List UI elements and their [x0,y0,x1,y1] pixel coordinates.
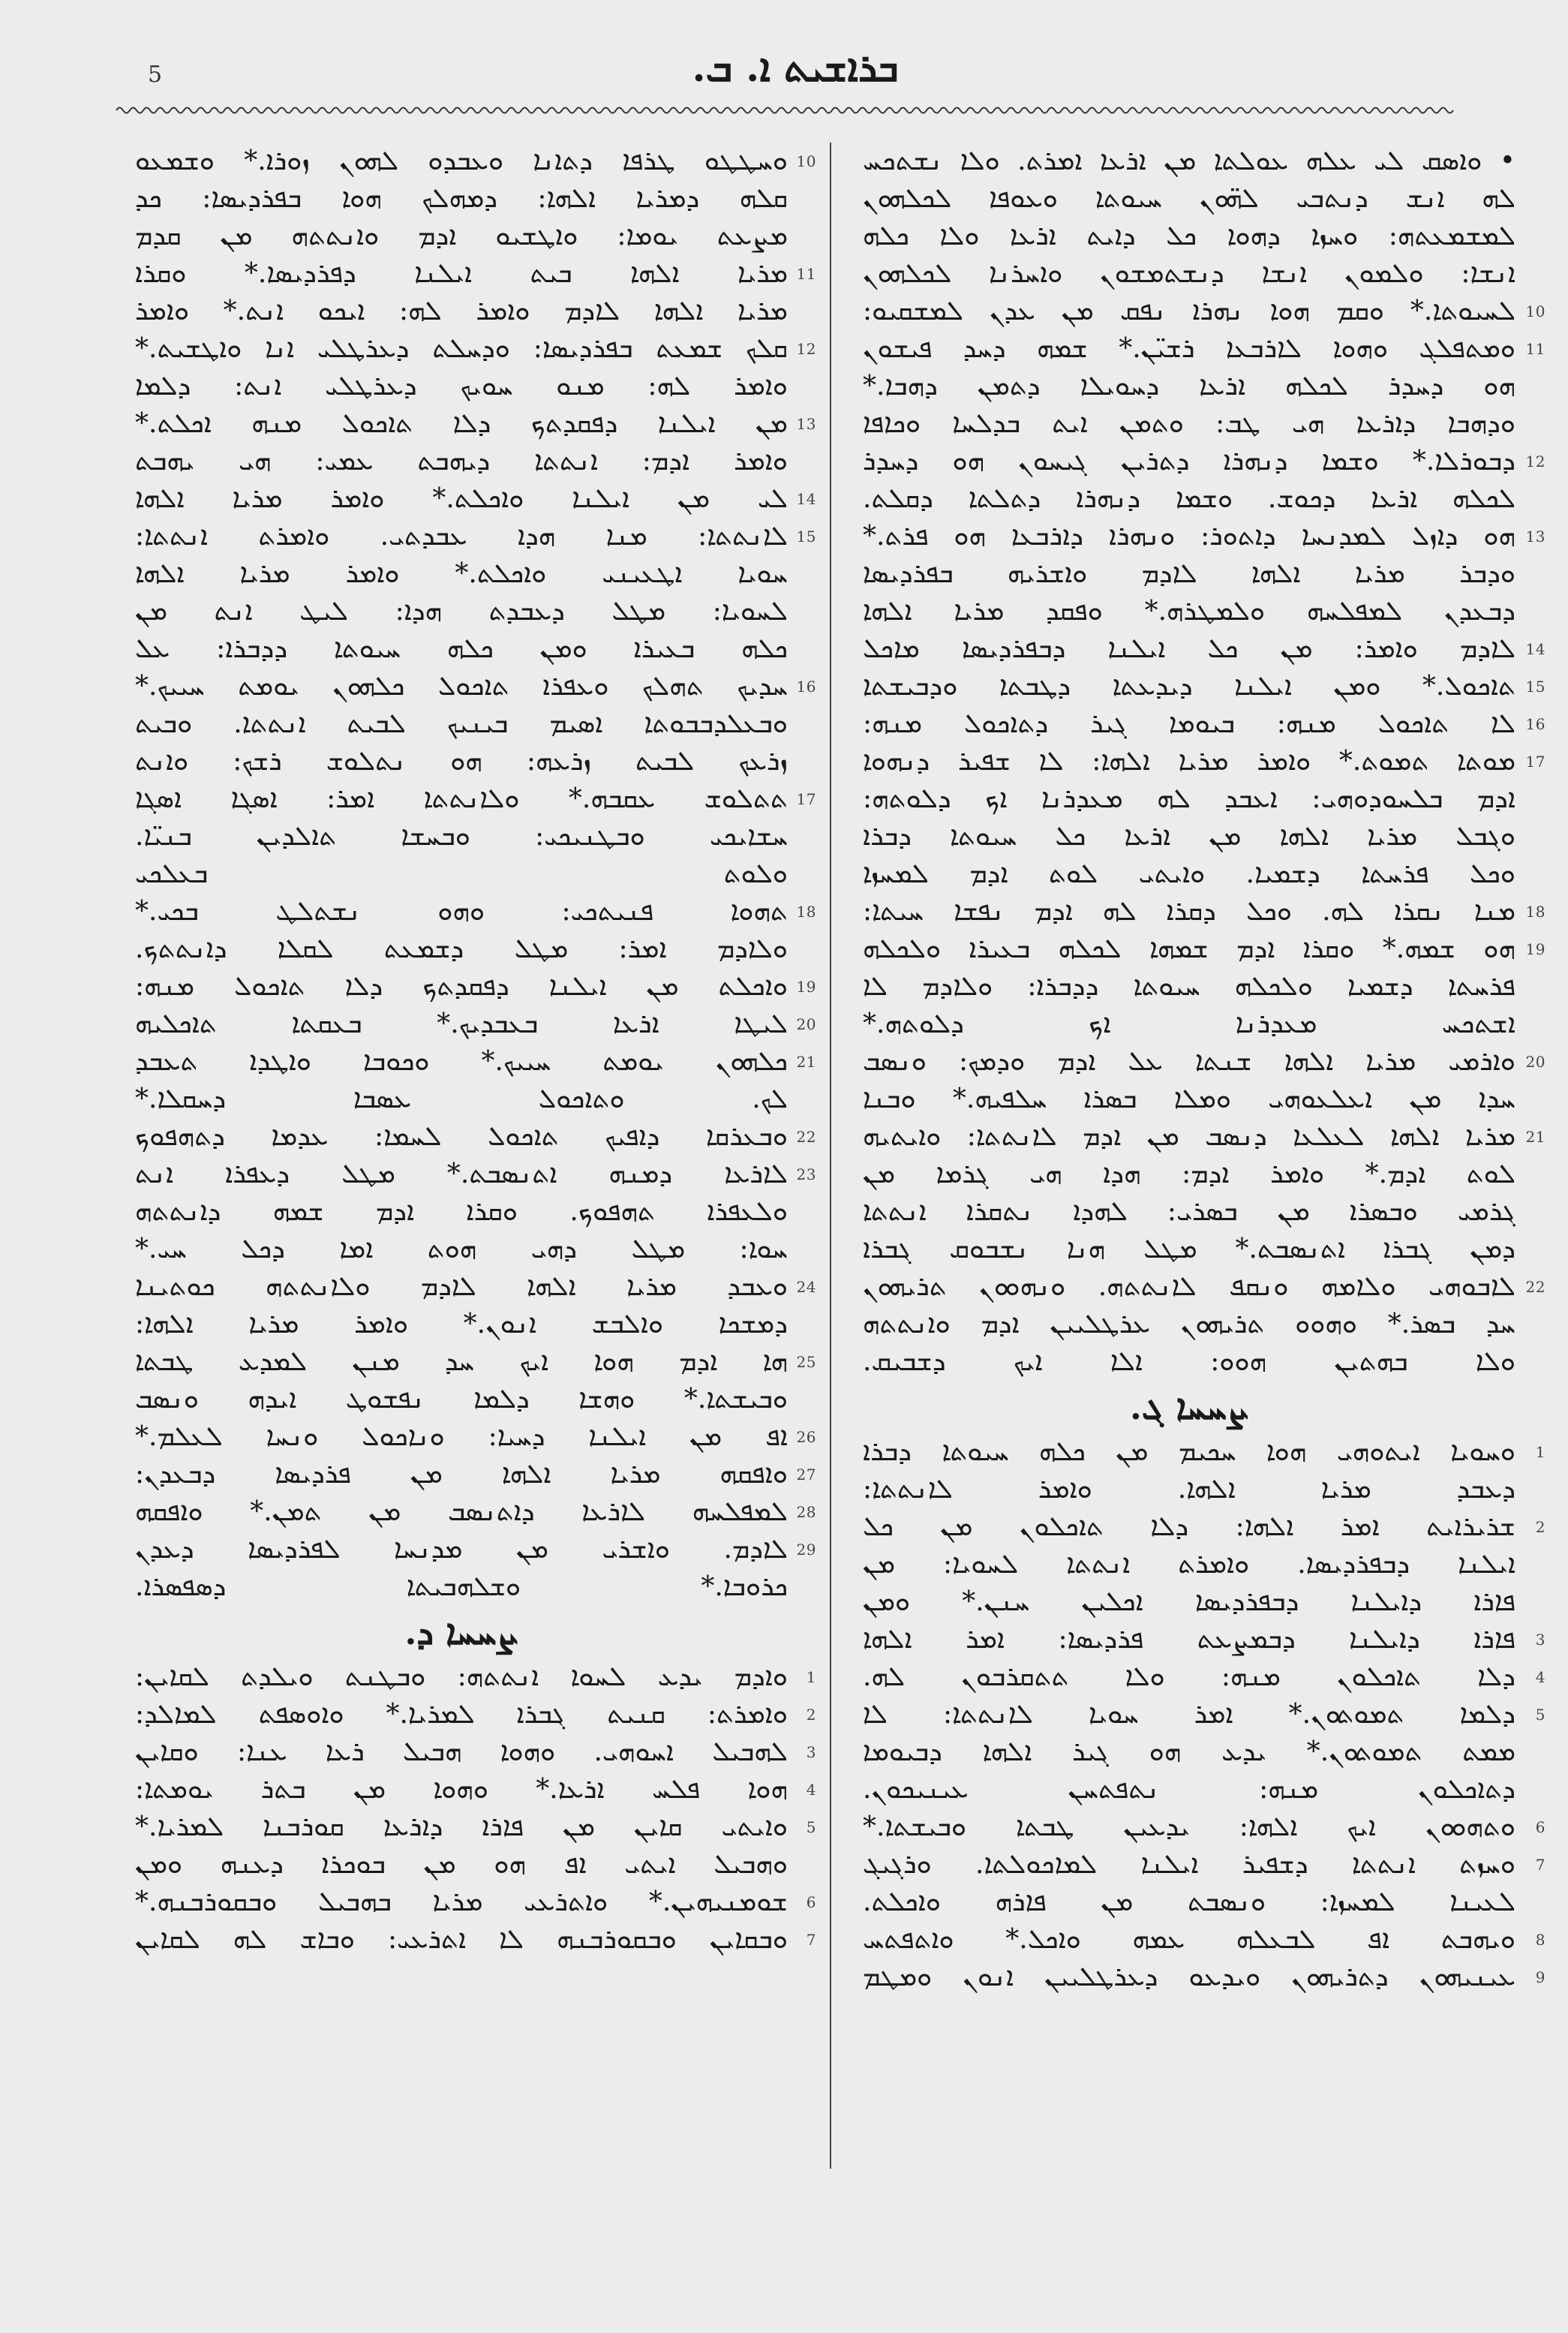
text-line [863,293,1545,330]
line-text: ܡܢܐ ܢܩܪܐ ܠܗ. ܘܟܠ ܕܩܪܐ ܠܗ ܐܕܡ ܢܦܫܐ ܚܝܬܐ: [863,896,1515,927]
line-text: ܗܘ ܕܚܕܪ ܠܟܠܗ ܐܪܥܐ ܕܚܘܝܠܐ ܕܬܡܢ ܕܗܒܐ.* [863,371,1515,401]
line-text: ܩܠܟ ܫܡܥܬ ܒܦܪܕܝܣܐ: ܘܕܚܠܬ ܕܥܪܛܠܝ ܐܢܐ ܘܐܛܫܝܬ.* [135,333,788,364]
line-text: ܘܒܝܫܬܐ.* ܘܗܫܐ ܕܠܡܐ ܢܦܫܘܛ ܐܝܕܗ ܘܢܣܒ [135,1384,788,1415]
line-text: ܘܐܟܠܬ ܡܢ ܐܝܠܢܐ ܕܦܩܕܬܟ ܕܠܐ ܬܐܟܘܠ ܡܢܗ: [135,971,788,1002]
verse-number: 6 [1535,1818,1545,1836]
text-line [863,330,1545,368]
text-line [863,1884,1515,1921]
text-line [863,368,1515,405]
verse-number: 21 [796,1053,816,1071]
line-text: ܫܘܡܢܝܗܝܢ.* ܘܐܬܪܥܝ ܡܪܝܐ ܒܗܒܝܠ ܘܒܩܘܪܒܢܗ.* [135,1887,788,1917]
verse-number: 7 [1535,1856,1545,1874]
verse-number: 17 [796,790,816,808]
text-line [863,1231,1515,1268]
line-text: ܘܒܥܪܩܐ ܕܐܦܝܟ ܬܐܟܘܠ ܠܚܡܐ: ܥܕܡܐ ܕܬܗܦܘܟ [135,1121,788,1152]
line-text: ܠܗ ܐܢܫ ܕܢܬܒܝ ܠܗ̈ܘܢ ܚܝܘܬܐ ܘܥܘܦܐ ܠܟܠܗܘܢ [863,183,1515,214]
line-text: ܘܗܒܝܠ ܐܝܬܝ ܐܦ ܗܘ ܡܢ ܒܘܟܪܐ ܕܥܢܗ ܘܡܢ [135,1849,788,1880]
line-text: ܚܕܝܟ ܬܗܠܟ ܘܥܦܪܐ ܬܐܟܘܠ ܟܠܗܘܢ ܝܘܡܬ ܚܝܝܟ.* [135,671,788,702]
text-line [135,1193,788,1231]
text-line [135,1306,788,1343]
verse-number: 8 [1535,1931,1545,1949]
line-text: ܟܪܘܒܐ.* ܘܫܠܗܒܝܬܐ ܕܣܦܣܪܐ. [135,1571,788,1602]
column-divider [830,143,831,2169]
page-number: 5 [148,62,163,88]
verse-number: 4 [806,1781,816,1799]
line-text: ܠܡܫܡܥܬܗ: ܘܚܙܐ ܕܗܘܐ ܟܠ ܕܐܝܬ ܐܪܥܐ ܘܠܐ ܟܠܗ [863,221,1515,251]
text-line [135,780,816,818]
line-text: ܘܚܙܬ ܐܢܬܬܐ ܕܫܦܝܪ ܐܝܠܢܐ ܠܡܐܟܘܠܬܐ. ܘܪܓܝܓ [863,1849,1515,1880]
text-line [863,1921,1545,1959]
line-text: ܠܚܘܝܐ: ܡܛܠ ܕܥܒܕܬ ܗܕܐ: ܠܝܛ ܐܢܬ ܡܢ [135,596,788,627]
text-line [863,705,1545,743]
line-text: ܘܓܒܠ ܡܪܝܐ ܐܠܗܐ ܡܢ ܐܪܥܐ ܟܠ ܚܝܘܬܐ ܕܒܪܐ [863,821,1515,852]
line-text: ܠܐ ܬܐܟܘܠ ܡܢܗ: ܒܝܘܡܐ ܓܝܪ ܕܬܐܟܘܠ ܡܢܗ: [863,708,1515,739]
verse-number: 12 [1525,452,1545,471]
text-line [863,968,1515,1006]
line-text: ܘܕܗܒܐ ܕܐܪܥܐ ܗܝ ܛܒ: ܘܬܡܢ ܐܝܬ ܒܕܠܚܐ ܘܟܐܦܐ [863,408,1515,439]
verse-number: 1 [806,1668,816,1686]
line-text: ܐܝܠܢܐ ܕܒܦܪܕܝܣܐ. ܘܐܡܪܬ ܐܢܬܬܐ ܠܚܘܝܐ: ܡܢ [863,1549,1515,1580]
text-line [135,1418,816,1456]
line-text: ܘܚܘܝܐ ܐܝܬܘܗܝ ܗܘܐ ܚܟܝܡ ܡܢ ܟܠܗ ܚܝܘܬܐ ܕܒܪܐ [863,1436,1515,1467]
line-text: ܫܪܝܪܐܝܬ ܐܡܪ ܐܠܗܐ: ܕܠܐ ܬܐܟܠܘܢ ܡܢ ܟܠ [863,1511,1515,1542]
line-text: ܩܠܗ ܕܡܪܝܐ ܐܠܗܐ: ܕܡܗܠܟ ܗܘܐ ܒܦܪܕܝܣܐ: ܟܕ [135,183,788,214]
line-text: ܦܐܪܐ ܕܐܝܠܢܐ ܕܒܡܨܥܬ ܦܪܕܝܣܐ: ܐܡܪ ܐܠܗܐ [863,1624,1515,1655]
text-line [863,780,1515,818]
line-text: ܬܗܘܐ ܦܢܝܬܟܝ: ܘܗܘ ܢܫܬܠܛ ܒܟܝ.* [135,896,788,927]
text-line [135,443,788,480]
line-text: ܥܝܢܝܗܘܢ ܕܬܪܝܗܘܢ ܘܝܕܥܘ ܕܥܪܛܠܝܝܢ ܐܢܘܢ ܘܡܛܡ [863,1962,1515,1992]
line-text: ܦܪܚܬܐ ܕܫܡܝܐ ܘܠܟܠܗ ܚܝܘܬܐ ܕܕܒܪܐ: ܘܠܐܕܡ ܠܐ [863,971,1515,1002]
verse-number: 21 [1525,1128,1545,1146]
text-line [863,930,1545,968]
text-line [135,1156,816,1193]
text-line [135,630,788,668]
line-text: ܠܐܕܡ ܘܐܡܪ: ܡܢ ܟܠ ܐܝܠܢܐ ܕܒܦܪܕܝܣܐ ܡܐܟܠ [863,633,1515,664]
text-line [135,1493,816,1531]
line-text: ܘܐܪܡܝ ܡܪܝܐ ܐܠܗܐ ܫܢܬܐ ܥܠ ܐܕܡ ܘܕܡܟ: ܘܢܣܒ [863,1046,1515,1077]
line-text: ܠܟܠܗ ܐܪܥܐ ܕܟܘܫ. ܘܫܡܐ ܕܢܗܪܐ ܕܬܠܬܐ ܕܩܠܬ. [863,483,1515,514]
text-line [863,518,1545,555]
line-text: ܟܠܗܘܢ ܝܘܡܬ ܚܝܝܟ.* ܘܟܘܒܐ ܘܐܛܕܐ ܬܥܒܕ [135,1046,788,1077]
line-text: ܘܟܠ ܦܪܚܬܐ ܕܫܡܝܐ. ܘܐܝܬܝ ܠܘܬ ܐܕܡ ܠܡܚܙܐ [863,858,1515,889]
line-text: ܐܦ ܡܢ ܐܝܠܢܐ ܕܚܝܐ: ܘܢܐܟܘܠ ܘܢܚܐ ܠܥܠܡ.* [135,1421,788,1452]
verse-number: 14 [796,490,816,508]
text-line [863,443,1545,480]
line-text: ܬܐܟܘܠ.* ܘܡܢ ܐܝܠܢܐ ܕܝܕܥܬܐ ܕܛܒܬܐ ܘܕܒܝܫܬܐ [863,671,1515,702]
text-line [135,330,816,368]
text-line [135,1456,816,1493]
line-text: ܟܠܗ ܒܥܝܪܐ ܘܡܢ ܟܠܗ ܚܝܘܬܐ ܕܕܒܪܐ: ܥܠ [135,633,788,664]
line-text: ܘܒܩܐܝܢ ܘܒܩܘܪܒܢܗ ܠܐ ܐܬܪܥܝ: ܘܒܐܫ ܠܗ ܠܩܐܝܢ [135,1924,788,1955]
line-text: ܠܗܒܝܠ ܐܚܘܗܝ. ܘܗܘܐ ܗܒܝܠ ܪܥܐ ܥܢܐ: ܘܩܐܝܢ [135,1736,788,1767]
verse-number: 7 [806,1931,816,1949]
verse-number: 17 [1525,753,1545,771]
line-text: ܬܬܠܘܫ ܥܩܒܗ.* ܘܠܐܢܬܬܐ ܐܡܪ: ܐܣܓܐ ܐܣܓܐ [135,783,788,814]
verse-number: 24 [796,1278,816,1296]
line-text: ܡܨܥܬ ܝܘܡܐ: ܘܐܛܫܝܘ ܐܕܡ ܘܐܢܬܬܗ ܡܢ ܩܕܡ [135,221,788,251]
line-text: ܠܡܦܠܚܗ ܠܐܪܥܐ ܕܐܬܢܣܒ ܡܢ ܬܡܢ.* ܘܐܦܩܗ [135,1496,788,1527]
text-line [135,1081,788,1118]
text-line [863,1733,1515,1771]
text-line [863,743,1545,780]
verse-number: 4 [1535,1668,1545,1686]
text-line [863,1306,1515,1343]
verse-number: 15 [1525,678,1545,696]
line-text: ܚܕ ܒܣܪ.* ܘܗܘܘ ܬܪܝܗܘܢ ܥܪܛܠܝܝܢ ܐܕܡ ܘܐܢܬܬܗ [863,1309,1515,1339]
line-text: ܓܪܡܝ ܘܒܣܪܐ ܡܢ ܒܣܪܝ: ܠܗܕܐ ܢܬܩܪܐ ܐܢܬܬܐ [863,1196,1515,1227]
verse-number: 10 [796,152,816,170]
line-text: ܡܡܬ ܬܡܘܬܘܢ.* ܝܕܥ ܗܘ ܓܝܪ ܐܠܗܐ ܕܒܝܘܡܐ [863,1736,1515,1767]
text-line [135,1568,788,1606]
line-text: ܙܪܥܟ ܠܒܝܬ ܙܪܥܗ: ܗܘ ܢܬܠܘܫ ܪܫܟ: ܘܐܢܬ [135,746,788,777]
verse-number: 18 [796,903,816,921]
verse-number: 27 [796,1466,816,1484]
text-line [863,1193,1515,1231]
text-line [863,818,1515,855]
verse-number: 11 [1525,340,1545,358]
verse-number: 16 [796,678,816,696]
line-text: ܠܐܢܬܬܐ: ܡܢܐ ܗܕܐ ܥܒܕܬܝ. ܘܐܡܪܬ ܐܢܬܬܐ: [135,521,788,552]
text-line [135,705,788,743]
text-line [135,1381,788,1418]
text-line [135,1921,816,1959]
verse-number: 20 [1525,1053,1545,1071]
line-text: ܐܫܬܟܚ ܡܥܕܪܢܐ ܐܟ ܕܠܘܬܗ.* [863,1009,1515,1039]
text-line [135,743,788,780]
text-line [135,1658,816,1696]
text-line [863,593,1515,630]
line-text: ܠܐܪܥܐ ܕܡܢܗ ܐܬܢܣܒܬ.* ܡܛܠ ܕܥܦܪܐ ܐܢܬ [135,1159,788,1189]
text-line [863,143,1515,180]
text-line [863,1546,1515,1583]
text-line [863,1508,1545,1546]
text-line [863,1156,1515,1193]
text-line [863,1118,1545,1156]
line-text: ܗܐ ܐܕܡ ܗܘܐ ܐܝܟ ܚܕ ܡܢܢ ܠܡܕܥ ܛܒܬܐ [135,1346,788,1377]
text-line [863,1006,1515,1043]
text-line [863,180,1515,218]
text-line [135,218,788,255]
text-line [863,1471,1515,1508]
text-line [135,855,788,893]
text-line [135,818,788,855]
verse-number: 1 [1535,1443,1545,1461]
line-text: ܚܕܐ ܡܢ ܐܥܠܥܘܗܝ ܘܡܠܐ ܒܣܪܐ ܚܠܦܝܗ.* ܘܒܢܐ [863,1084,1515,1114]
text-line [135,1771,816,1808]
verse-number: 18 [1525,903,1545,921]
line-text: ܘܡܬܦܠܓ ܘܗܘܐ ܠܐܪܒܥܐ ܪܫܝ̈ܢ.* ܫܡܗ ܕܚܕ ܦܝܫܘܢ [863,333,1515,364]
text-line [863,1771,1515,1808]
line-text: ܗܘ ܕܐܙܠ ܠܡܕܢܚܐ ܕܐܬܘܪ: ܘܢܗܪܐ ܕܐܪܒܥܐ ܗܘ ܦܪܬ.* [863,521,1515,552]
text-line [135,368,788,405]
verse-number: 5 [806,1818,816,1836]
text-line [135,293,788,330]
text-line [135,593,788,630]
text-line [135,1043,816,1081]
text-line [135,930,788,968]
line-text: ܘܠܐ ܒܗܬܝܢ ܗܘܘ: ܐܠܐ ܐܝܟ ܕܫܒܝܩ. [863,1346,1515,1377]
text-line [863,555,1515,593]
verse-number: 29 [796,1541,816,1559]
verse-number: 13 [796,415,816,433]
line-text: ܕܡܫܟܐ ܘܐܠܒܫ ܐܢܘܢ.* ܘܐܡܪ ܡܪܝܐ ܐܠܗܐ: [135,1309,788,1339]
line-text: ܘܕܒܪ ܡܪܝܐ ܐܠܗܐ ܠܐܕܡ ܘܐܫܪܝܗ ܒܦܪܕܝܣܐ [863,558,1515,589]
text-line [135,668,816,705]
line-text: ܡܪܝܐ ܐܠܗܐ ܠܐܕܡ ܘܐܡܪ ܠܗ: ܐܝܟܘ ܐܢܬ.* ܘܐܡܪ [135,296,788,326]
text-line [135,1733,816,1771]
line-text: ܡܪܝܐ ܐܠܗܐ ܒܝܬ ܐܝܠܢܐ ܕܦܪܕܝܣܐ.* ܘܩܪܐ [135,258,788,289]
line-text: ܘܐܝܬܝ ܩܐܝܢ ܡܢ ܦܐܪܐ ܕܐܪܥܐ ܩܘܪܒܢܐ ܠܡܪܝܐ.* [135,1811,788,1842]
text-line [135,480,816,518]
text-line [135,405,816,443]
line-text: ܘܐܡܪܬ: ܩܢܝܬ ܓܒܪܐ ܠܡܪܝܐ.* ܘܐܘܣܦܬ ܠܡܐܠܕ: [135,1699,788,1730]
verse-number: 5 [1535,1706,1545,1724]
text-line [135,143,816,180]
chapter-heading: ܨܚܚܐ ܕ. [404,1612,518,1652]
verse-number: 3 [1535,1631,1545,1649]
line-text: ܕܠܐ ܬܐܟܠܘܢ ܡܢܗ: ܘܠܐ ܬܬܩܪܒܘܢ ܠܗ. [863,1661,1515,1692]
line-text: ܘܚܛܛܘ ܛܪܦܐ ܕܬܐܢܐ ܘܥܒܕܘ ܠܗܘܢ ܙܘܪܐ.* ܘܫܡܥܘ [135,146,788,176]
line-text: ܠܟ. ܘܬܐܟܘܠ ܥܣܒܐ ܕܚܩܠܐ.* [135,1084,788,1114]
verse-number: 2 [1535,1518,1545,1536]
text-line [135,518,816,555]
line-text: ܠܐܕܡ. ܘܐܫܪܝ ܡܢ ܡܕܢܚܐ ܠܦܪܕܝܣܐ ܕܥܕܢ [135,1534,788,1565]
text-line [863,1696,1545,1733]
line-text: ܘܐܕܡ ܝܕܥ ܠܚܘܐ ܐܢܬܬܗ: ܘܒܛܢܬ ܘܝܠܕܬ ܠܩܐܝܢ: [135,1661,788,1692]
verse-number: 19 [796,978,816,996]
line-text: ܕܡܢ ܓܒܪܐ ܐܬܢܣܒܬ.* ܡܛܠ ܗܢܐ ܢܫܒܘܩ ܓܒܪܐ [863,1234,1515,1264]
text-line [863,1433,1545,1471]
text-line [135,1231,788,1268]
text-line [135,1343,816,1381]
line-text: ܘܠܥܦܪܐ ܬܗܦܘܟ. ܘܩܪܐ ܐܕܡ ܫܡܗ ܕܐܢܬܬܗ [135,1196,788,1227]
text-line [863,1343,1515,1381]
line-text: ܐܢܫܐ: ܘܠܡܘܢ ܐܢܫܐ ܕܢܫܬܡܫܘܢ ܘܐܚܪܢܐ ܠܟܠܗܘܢ [863,258,1515,289]
verse-number: 14 [1525,640,1545,658]
text-line [135,1118,816,1156]
text-line [135,1006,816,1043]
verse-number: 25 [796,1353,816,1371]
line-text: ܗܘܐ ܦܠܚ ܐܪܥܐ.* ܘܗܘܐ ܡܢ ܒܬܪ ܝܘܡܬܐ: [135,1774,788,1805]
text-line [863,1658,1545,1696]
line-text: ܕܬܐܟܠܘܢ ܡܢܗ: ܢܬܦܬܚܢ ܥܝܢܝܟܘܢ. [863,1774,1515,1805]
verse-number: 2 [806,1706,816,1724]
verse-number: 10 [1525,302,1545,320]
chapter-heading: ܨܚܚܐ ܓ. [1129,1387,1249,1427]
line-text: ܕܥܒܕ ܡܪܝܐ ܐܠܗܐ. ܘܐܡܪ ܠܐܢܬܬܐ: [863,1474,1515,1505]
line-text: ܘܐܡܪ ܠܗ: ܡܢܘ ܚܘܝܟ ܕܥܪܛܠܝ ܐܢܬ: ܕܠܡܐ [135,371,788,401]
line-text: ܘܠܘܬ ܒܥܠܟܝ [135,858,788,889]
line-text: ܠܝ ܡܢ ܐܝܠܢܐ ܘܐܟܠܬ.* ܘܐܡܪ ܡܪܝܐ ܐܠܗܐ [135,483,788,514]
verse-number: 11 [796,265,816,283]
line-text: ܘܝܗܒܬ ܐܦ ܠܒܥܠܗ ܥܡܗ ܘܐܟܠ.* ܘܐܬܦܬܚ [863,1924,1515,1955]
line-text: ܠܐܒܘܗܝ ܘܠܐܡܗ ܘܢܩܦ ܠܐܢܬܬܗ. ܘܢܗܘܘܢ ܬܪܝܗܘܢ [863,1271,1515,1302]
text-line [863,1959,1545,1996]
text-line [135,1846,788,1884]
text-line [863,1268,1545,1306]
text-line [863,855,1515,893]
running-head: ܒܪܐܫܝܬ ܐ. ܒ. [692,45,899,91]
text-line [863,405,1515,443]
line-text: ܐܕܡ ܒܠܚܘܕܘܗܝ: ܐܥܒܕ ܠܗ ܡܥܕܪܢܐ ܐܟ ܕܠܘܬܗ: [863,783,1515,814]
line-text: ܠܝܛܐ ܐܪܥܐ ܒܥܒܕܝܟ.* ܒܥܩܬܐ ܬܐܟܠܝܗ [135,1009,788,1039]
text-line [863,1621,1545,1658]
text-line [863,1081,1515,1118]
right-column [863,143,1545,1996]
verse-number: 9 [1535,1968,1545,1986]
line-text: ܠܘܬ ܐܕܡ.* ܘܐܡܪ ܐܕܡ: ܗܕܐ ܗܝ ܓܪܡܐ ܡܢ [863,1159,1515,1189]
line-text: ܡܪܝܐ ܐܠܗܐ ܠܥܠܥܐ ܕܢܣܒ ܡܢ ܐܕܡ ܠܐܢܬܬܐ: ܘܐܝܬܝܗ [863,1121,1515,1152]
line-text: ܚܘܝܐ ܐܛܥܝܢܝ ܘܐܟܠܬ.* ܘܐܡܪ ܡܪܝܐ ܐܠܗܐ [135,558,788,589]
line-text: ܕܒܘܪܠܐ.* ܘܫܡܐ ܕܢܗܪܐ ܕܬܪܝܢ ܓܝܚܘܢ ܗܘ ܕܚܕܪ [863,446,1515,477]
text-line [135,1531,816,1568]
text-line [135,555,788,593]
text-line [135,1884,816,1921]
verse-number: 12 [796,340,816,358]
text-line [135,180,788,218]
line-text: ܠܥܝܢܐ ܠܡܚܙܐ: ܘܢܣܒܬ ܡܢ ܦܐܪܗ ܘܐܟܠܬ. [863,1887,1515,1917]
text-line [863,630,1545,668]
line-text: ܡܢ ܐܝܠܢܐ ܕܦܩܕܬܟ ܕܠܐ ܬܐܟܘܠ ܡܢܗ ܐܟܠܬ.* [135,408,788,439]
text-line [863,480,1515,518]
line-text: ܘܐܡܪ ܐܕܡ: ܐܢܬܬܐ ܕܝܗܒܬ ܥܡܝ: ܗܝ ܝܗܒܬ [135,446,788,477]
text-line [863,255,1515,293]
verse-number: 28 [796,1503,816,1521]
line-text: ܕܠܡܐ ܬܡܘܬܘܢ.* ܐܡܪ ܚܘܝܐ ܠܐܢܬܬܐ: ܠܐ [863,1699,1515,1730]
line-text: ܘܥܒܕ ܡܪܝܐ ܐܠܗܐ ܠܐܕܡ ܘܠܐܢܬܬܗ ܟܘܬܝܢܐ [135,1271,788,1302]
verse-number: 26 [796,1428,816,1446]
verse-number: 22 [796,1128,816,1146]
text-line [135,968,816,1006]
verse-number: 15 [796,528,816,546]
verse-number: 19 [1525,940,1545,958]
line-text: ܘܐܦܩܗ ܡܪܝܐ ܐܠܗܐ ܡܢ ܦܪܕܝܣܐ ܕܒܥܕܢ: [135,1459,788,1490]
text-line [135,255,816,293]
verse-number: 20 [796,1015,816,1033]
text-line [863,668,1545,705]
text-line [135,1696,816,1733]
line-text: ܕܒܥܕܢ ܠܡܦܠܚܗ ܘܠܡܛܪܗ.* ܘܦܩܕ ܡܪܝܐ ܐܠܗܐ [863,596,1515,627]
text-line [863,1043,1545,1081]
line-text: ܘܬܗܘܘܢ ܐܝܟ ܐܠܗܐ: ܝܕܥܝܢ ܛܒܬܐ ܘܒܝܫܬܐ.* [863,1811,1515,1842]
verse-number: 22 [1525,1278,1545,1296]
line-text: ܠܚܝܘܬܐ.* ܘܩܡ ܗܘܐ ܢܗܪܐ ܢܦܩ ܡܢ ܥܕܢ ܠܡܫܩܝܘ: [863,296,1515,326]
verse-number: 23 [796,1165,816,1183]
line-text: ܦܐܪܐ ܕܐܝܠܢܐ ܕܒܦܪܕܝܣܐ ܐܟܠܝܢ ܚܢܢ.* ܘܡܢ [863,1586,1515,1617]
verse-number: 3 [806,1743,816,1761]
verse-number: 16 [1525,715,1545,733]
line-text: ܡܘܬܐ ܬܡܘܬ.* ܘܐܡܪ ܡܪܝܐ ܐܠܗܐ: ܠܐ ܫܦܝܪ ܕܢܗܘܐ [863,746,1515,777]
left-column [135,143,816,1959]
line-text: ܚܫܐܝܟܝ ܘܒܛܢܝܟܝ: ܘܒܚܫܐ ܬܐܠܕܝܢ ܒܢܝ̈ܐ. [135,821,788,852]
verse-number: 13 [1525,528,1545,546]
line-text: ܘܠܐܕܡ ܐܡܪ: ܡܛܠ ܕܫܡܥܬ ܠܩܠܐ ܕܐܢܬܬܟ. [135,934,788,964]
text-line [863,893,1545,930]
verse-number: 6 [806,1893,816,1911]
ornamental-wave-rule [116,104,1452,117]
text-line [135,1808,816,1846]
line-text: ܘܒܥܠܕܒܒܘܬܐ ܐܣܝܡ ܒܝܢܝܟ ܠܒܝܬ ܐܢܬܬܐ. ܘܒܝܬ [135,708,788,739]
text-line [863,1808,1545,1846]
text-line [135,893,816,930]
text-line [863,218,1515,255]
text-line [863,1583,1515,1621]
line-text: ܚܘܐ: ܡܛܠ ܕܗܝ ܗܘܬ ܐܡܐ ܕܟܠ ܚܝ.* [135,1234,788,1264]
line-text: ܗܘ ܫܡܗ.* ܘܩܪܐ ܐܕܡ ܫܡܗܐ ܠܟܠܗ ܒܥܝܪܐ ܘܠܟܠܗ [863,934,1515,964]
line-text: • ܘܐܣܩ ܠܝ ܥܠܗ ܥܘܠܬܐ ܡܢ ܐܪܥܐ ܐܡܪܬ. ܘܠܐ ܢܫܬܟܚ [863,146,1515,176]
text-line [863,1846,1545,1884]
text-line [135,1268,816,1306]
